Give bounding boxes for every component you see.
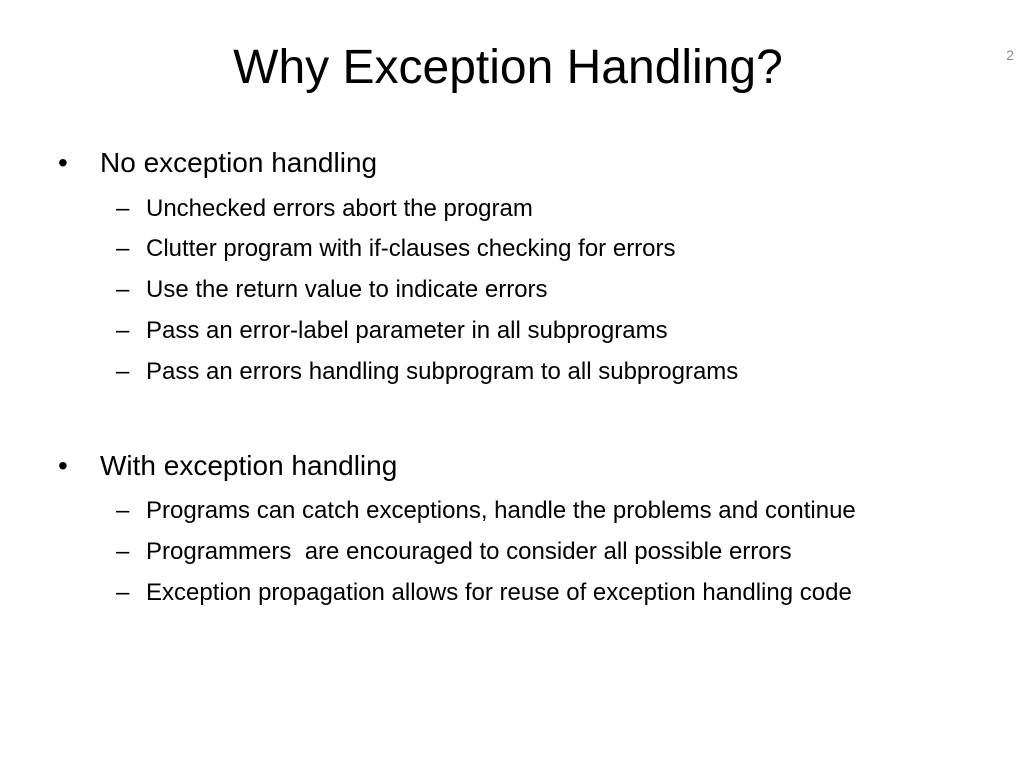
sub-bullet-text: Unchecked errors abort the program: [146, 195, 533, 222]
sub-bullet-text: Clutter program with if-clauses checking for errors: [146, 235, 676, 262]
dash-marker: –: [116, 358, 130, 385]
bullet-list: [58, 0, 1018, 768]
sub-bullet: [116, 496, 856, 526]
sub-bullet: [116, 357, 738, 387]
sub-bullet-text: Programmers are encouraged to consider all possible errors: [146, 538, 792, 565]
bullet-text: With exception handling: [100, 450, 398, 481]
sub-bullet: [116, 578, 852, 608]
sub-bullet-text: Exception propagation allows for reuse of exception handling code: [146, 579, 852, 606]
sub-bullet-text: Programs can catch exceptions, handle the problems and continue: [146, 497, 856, 524]
sub-bullet-text: Pass an errors handling subprogram to all subprograms: [146, 358, 739, 385]
sub-bullet: [116, 234, 676, 264]
sub-bullet-text: Use the return value to indicate errors: [146, 276, 548, 303]
sub-bullet: [116, 194, 533, 224]
bullet-text: No exception handling: [100, 147, 378, 178]
sub-bullet: [116, 537, 792, 567]
dash-marker: –: [116, 276, 130, 303]
dash-marker: –: [116, 317, 130, 344]
sub-bullet: [116, 316, 668, 346]
dash-marker: –: [116, 497, 130, 524]
sub-bullet: [116, 275, 548, 305]
dash-marker: –: [116, 579, 130, 606]
bullet-no-exception-handling: [58, 146, 377, 180]
dash-marker: –: [116, 538, 130, 565]
slide-number: 2: [1006, 47, 1014, 63]
dash-marker: –: [116, 195, 130, 222]
bullet-with-exception-handling: [58, 449, 397, 483]
slide-title: Why Exception Handling?: [233, 41, 783, 94]
bullet-marker: •: [58, 147, 68, 178]
dash-marker: –: [116, 235, 130, 262]
sub-bullet-text: Pass an error-label parameter in all subprograms: [146, 317, 668, 344]
bullet-marker: •: [58, 450, 68, 481]
